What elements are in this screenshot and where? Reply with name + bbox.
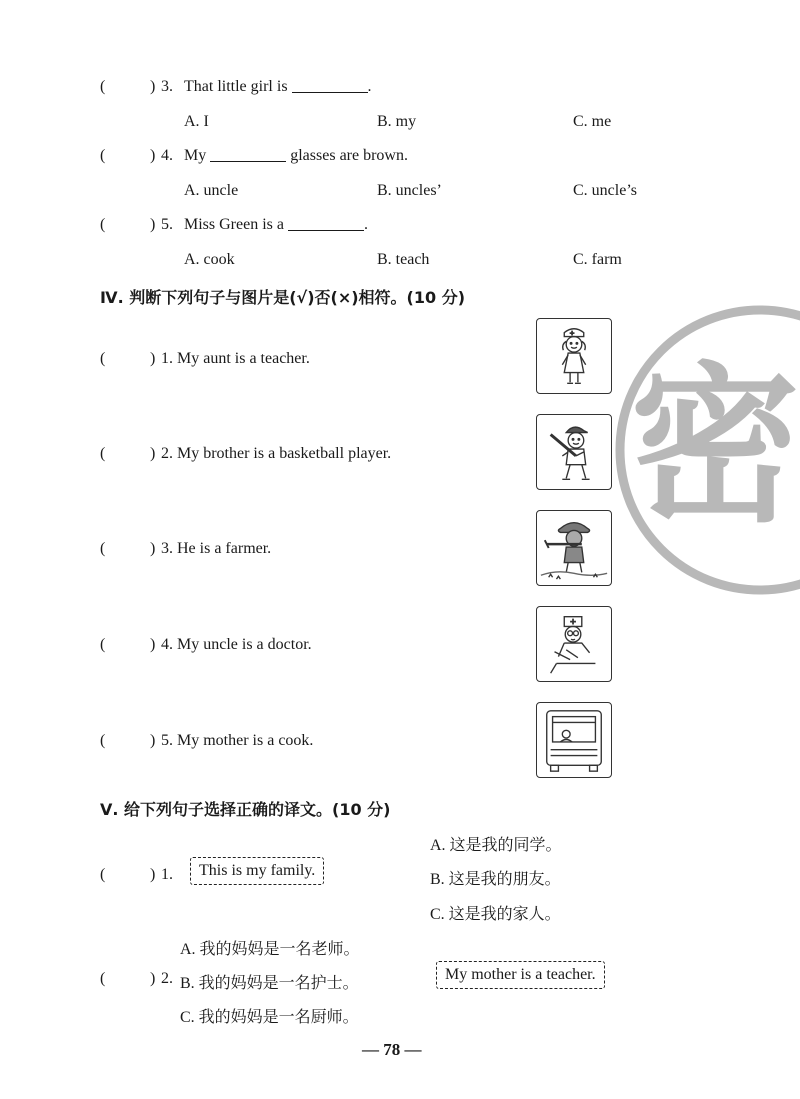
question-text: That little girl is . [184, 78, 372, 95]
question-number: 1. [161, 866, 173, 883]
picture-doctor [536, 606, 612, 682]
option-a: A. cook [184, 251, 235, 268]
statement-text: 2. My brother is a basketball player. [161, 445, 392, 462]
sentence-box: This is my family. [190, 857, 324, 885]
statement-text: 5. My mother is a cook. [161, 732, 314, 749]
picture-baseball-boy [536, 414, 612, 490]
answer-paren-open[interactable]: ( [100, 78, 106, 95]
fill-blank[interactable] [288, 216, 364, 231]
answer-paren-close: ) [150, 540, 156, 557]
option-a: A. uncle [184, 182, 239, 199]
section-4-title: Ⅳ. 判断下列句子与图片是(√)否(×)相符。(10 分) [100, 288, 466, 307]
answer-paren-open[interactable]: ( [100, 636, 106, 653]
option-b: B. uncles’ [377, 182, 442, 199]
question-text: Miss Green is a . [184, 216, 368, 233]
question-number: 4. [161, 147, 173, 164]
option-a: A. I [184, 113, 209, 130]
answer-paren-open[interactable]: ( [100, 350, 106, 367]
answer-paren-close: ) [150, 216, 156, 233]
answer-paren-open[interactable]: ( [100, 540, 106, 557]
translation-option-a: A. 这是我的同学。 [430, 837, 562, 854]
answer-paren-close: ) [150, 445, 156, 462]
fill-blank[interactable] [292, 78, 368, 93]
picture-nurse-girl [536, 318, 612, 394]
answer-paren-open[interactable]: ( [100, 866, 106, 883]
translation-option-b: B. 这是我的朋友。 [430, 871, 561, 888]
question-number: 2. [161, 970, 173, 987]
translation-option-a: A. 我的妈妈是一名老师。 [180, 941, 360, 958]
secret-stamp-watermark [610, 300, 800, 600]
sentence-box: My mother is a teacher. [436, 961, 605, 989]
question-number: 5. [161, 216, 173, 233]
answer-paren-open[interactable]: ( [100, 147, 106, 164]
answer-paren-close: ) [150, 732, 156, 749]
option-b: B. teach [377, 251, 430, 268]
option-c: C. uncle’s [573, 182, 637, 199]
fill-blank[interactable] [210, 147, 286, 162]
answer-paren-close: ) [150, 350, 156, 367]
option-b: B. my [377, 113, 417, 130]
translation-option-c: C. 我的妈妈是一名厨师。 [180, 1009, 359, 1026]
answer-paren-close: ) [150, 866, 156, 883]
answer-paren-open[interactable]: ( [100, 216, 106, 233]
picture-farmer [536, 510, 612, 586]
translation-option-b: B. 我的妈妈是一名护士。 [180, 975, 359, 992]
stamp-char: 密 [629, 348, 800, 546]
answer-paren-close: ) [150, 636, 156, 653]
picture-bus-driver [536, 702, 612, 778]
answer-paren-open[interactable]: ( [100, 732, 106, 749]
statement-text: 1. My aunt is a teacher. [161, 350, 310, 367]
question-text: My glasses are brown. [184, 147, 408, 164]
option-c: C. me [573, 113, 612, 130]
answer-paren-close: ) [150, 970, 156, 987]
section-5-title: Ⅴ. 给下列句子选择正确的译文。(10 分) [100, 800, 391, 819]
option-c: C. farm [573, 251, 622, 268]
page-number: — 78 — [362, 1040, 422, 1059]
answer-paren-close: ) [150, 78, 156, 95]
answer-paren-open[interactable]: ( [100, 970, 106, 987]
answer-paren-close: ) [150, 147, 156, 164]
translation-option-c: C. 这是我的家人。 [430, 906, 561, 923]
statement-text: 3. He is a farmer. [161, 540, 272, 557]
statement-text: 4. My uncle is a doctor. [161, 636, 312, 653]
answer-paren-open[interactable]: ( [100, 445, 106, 462]
question-number: 3. [161, 78, 173, 95]
